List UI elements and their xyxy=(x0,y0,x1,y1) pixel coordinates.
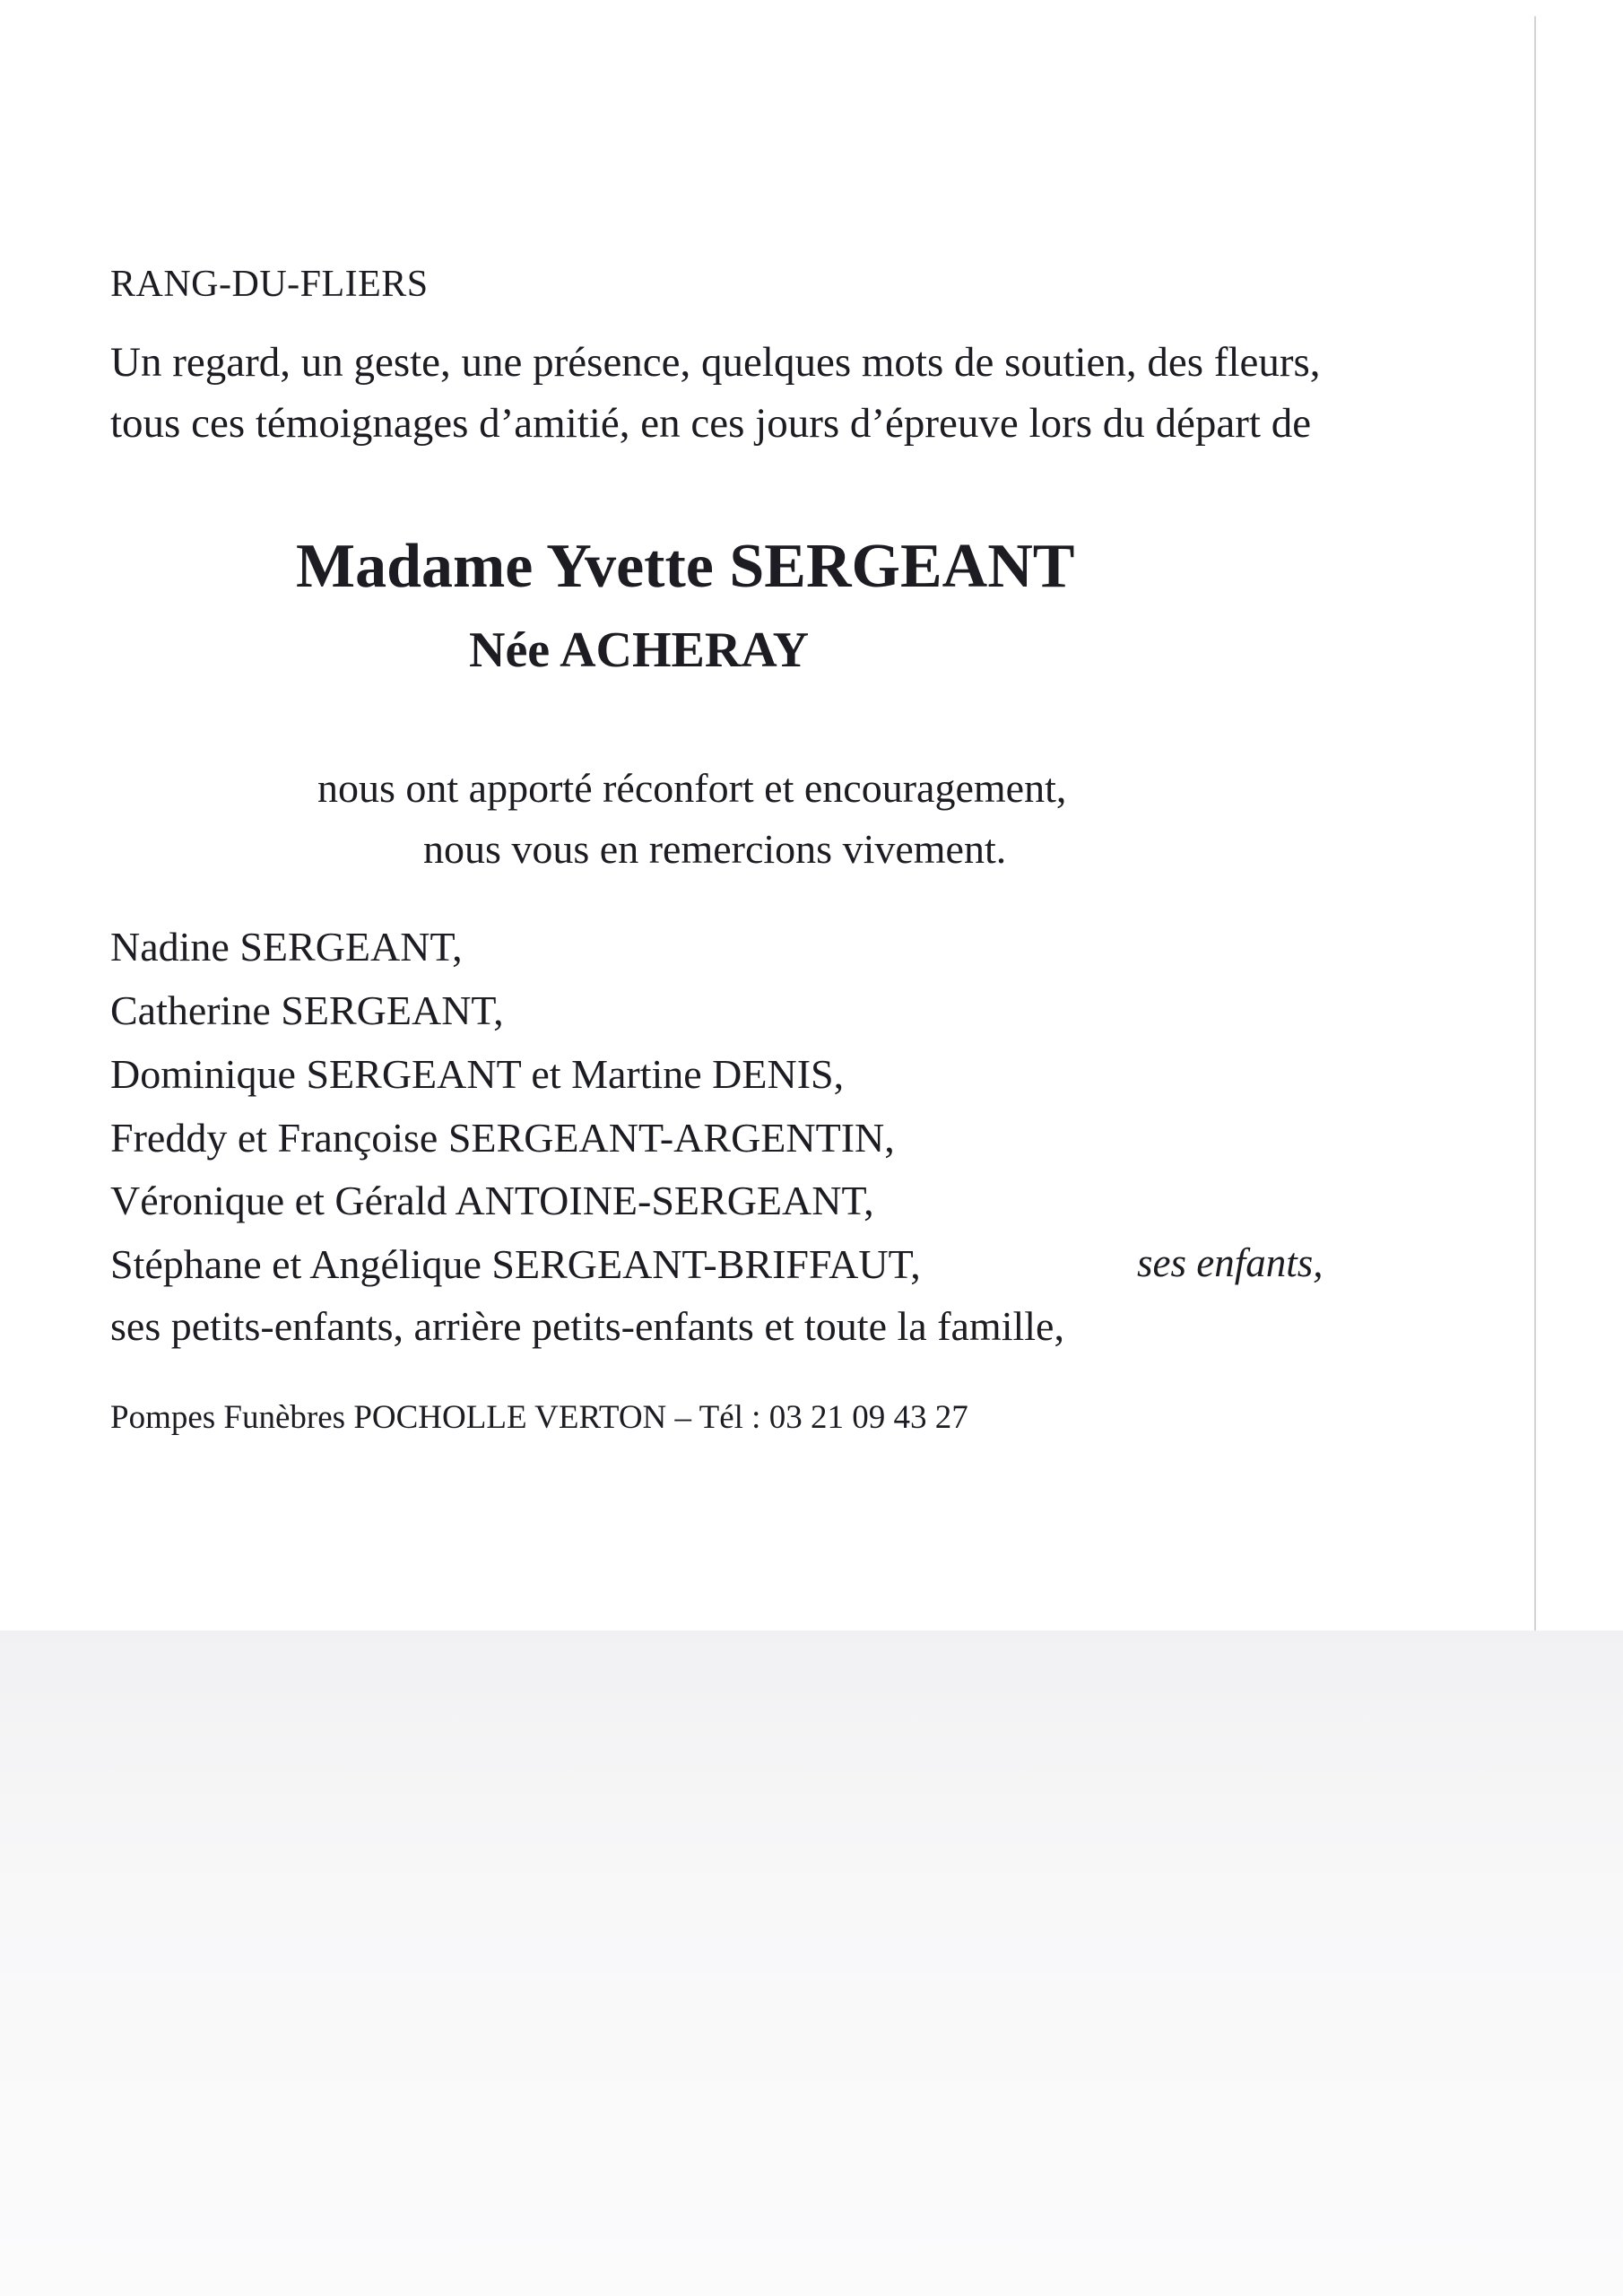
family-member: Dominique SERGEANT et Martine DENIS, xyxy=(110,1051,845,1097)
maiden-name: Née ACHERAY xyxy=(469,622,810,678)
family-member: Freddy et Françoise SERGEANT-ARGENTIN, xyxy=(110,1115,895,1161)
funeral-home-contact: Pompes Funèbres POCHOLLE VERTON – Tél : 03 21 09 43 27 xyxy=(110,1399,968,1436)
family-member: Véronique et Gérald ANTOINE-SERGEANT, xyxy=(110,1178,874,1223)
family-member: Nadine SERGEANT, xyxy=(110,924,463,970)
family-member: Stéphane et Angélique SERGEANT-BRIFFAUT, xyxy=(110,1241,921,1287)
deceased-name: Madame Yvette SERGEANT xyxy=(296,532,1075,601)
family-member: Catherine SERGEANT, xyxy=(110,987,504,1033)
place-heading: RANG-DU-FLIERS xyxy=(110,264,429,305)
family-member: ses petits-enfants, arrière petits-enfants et toute la famille, xyxy=(110,1303,1064,1349)
intro-line-1: Un regard, un geste, une présence, quelques mots de soutien, des fleurs, xyxy=(110,339,1321,386)
scan-page-edge xyxy=(1534,16,1536,1631)
intro-line-2: tous ces témoignages d’amitié, en ces jours d’épreuve lors du départ de xyxy=(110,400,1312,447)
thanks-line-2: nous vous en remercions vivement. xyxy=(423,826,1007,872)
scan-background xyxy=(0,1631,1623,2296)
family-role-label: ses enfants, xyxy=(1137,1240,1324,1285)
thanks-line-1: nous ont apporté réconfort et encouragement, xyxy=(317,765,1067,811)
